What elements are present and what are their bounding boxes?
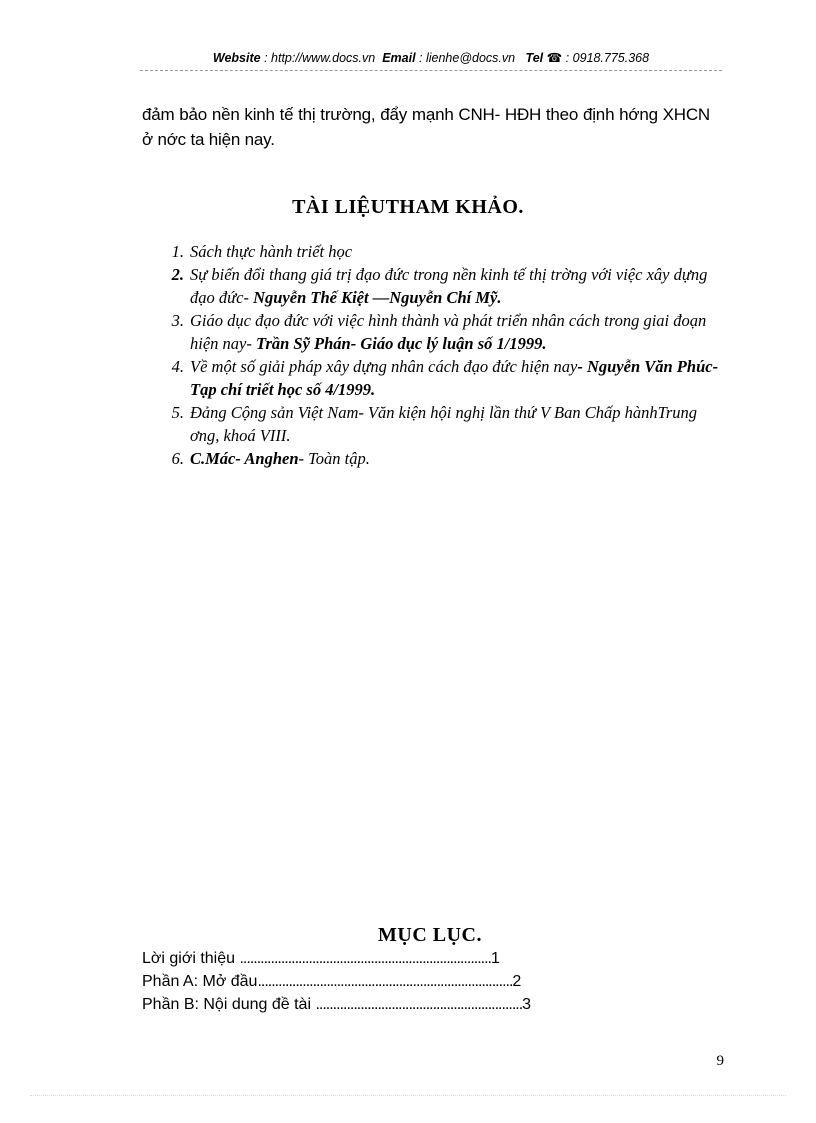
reference-number: 6.: [171, 449, 184, 468]
footer-divider: [30, 1095, 786, 1096]
email-value: lienhe@docs.vn: [425, 51, 516, 65]
reference-author: Nguyễn Thế Kiệt —Nguyễn Chí Mỹ.: [253, 288, 502, 307]
toc-entry: [142, 970, 582, 993]
reference-item: [160, 309, 720, 355]
toc-entry-page: 2: [512, 973, 522, 990]
reference-text: - Toàn tập.: [298, 449, 370, 468]
reference-text: Đảng Cộng sản Việt Nam- Văn kiện hội nghị lần thứ V Ban Chấp hànhTrung ơng, khoá VIII.: [190, 403, 698, 445]
email-label: Email: [382, 51, 416, 65]
website-label: Website: [212, 51, 261, 65]
toc-entry-label: Lời giới thiệu: [142, 950, 240, 967]
reference-item: [160, 355, 720, 401]
reference-text: Về một số giải pháp xây dựng nhân cách đạo đức hiện nay: [190, 357, 578, 376]
reference-item: [160, 240, 720, 263]
reference-item: [160, 401, 720, 447]
toc-entry: [142, 993, 582, 1016]
website-url: http://www.docs.vn: [271, 51, 376, 65]
references-list: [160, 240, 720, 470]
reference-item: [160, 447, 720, 470]
email-separator: :: [415, 51, 426, 65]
phone-icon: ☎: [546, 51, 563, 65]
toc-entry-label: Phần A: Mở đầu: [142, 973, 258, 990]
tel-value: 0918.775.368: [572, 51, 650, 65]
toc-entry: [142, 947, 582, 970]
intro-paragraph: đảm bảo nền kinh tế thị trường, đẩy mạnh CNH- HĐH theo định hớng XHCN ở nớc ta hiện nay.: [142, 105, 710, 149]
page-header: [140, 50, 722, 70]
tel-label: Tel: [525, 51, 544, 65]
toc-entry-label: Phần B: Nội dung đề tài: [142, 996, 316, 1013]
reference-author: C.Mác- Anghen: [190, 449, 299, 468]
reference-item: [160, 263, 720, 309]
reference-author: Trần Sỹ Phán- Giáo dục lý luận số 1/1999.: [255, 334, 547, 353]
reference-text: Giáo dục đạo đức với việc hình thành và phát triển nhân cách trong giai đoạn hiện nay-: [190, 311, 707, 353]
toc-leader-dots: ..........................................................................: [257, 973, 513, 990]
page-number: 9: [716, 1053, 724, 1069]
toc-title: MỤC LỤC.: [378, 924, 482, 946]
reference-author: - Nguyễn Văn Phúc- Tạp chí triết học số 4/1999.: [190, 357, 719, 399]
reference-text: Sách thực hành triết học: [190, 242, 353, 261]
references-title: TÀI LIỆUTHAM KHẢO.: [292, 196, 524, 218]
table-of-contents: [142, 947, 582, 1016]
reference-text: Sự biến đổi thang giá trị đạo đức trong nền kinh tế thị trờng với việc xây dựng đạo đức-: [190, 265, 708, 307]
reference-number: 4.: [171, 357, 184, 376]
toc-leader-dots: .........................................................................: [239, 950, 491, 967]
tel-separator: :: [562, 51, 573, 65]
reference-number: 3.: [171, 311, 184, 330]
header-divider: [140, 70, 722, 71]
reference-number: 1.: [171, 242, 184, 261]
reference-number: 2.: [171, 265, 184, 284]
toc-entry-page: 1: [491, 950, 500, 967]
toc-leader-dots: ............................................................: [315, 996, 523, 1013]
reference-number: 5.: [171, 403, 184, 422]
toc-entry-page: 3: [522, 996, 532, 1013]
website-separator: :: [260, 51, 272, 65]
